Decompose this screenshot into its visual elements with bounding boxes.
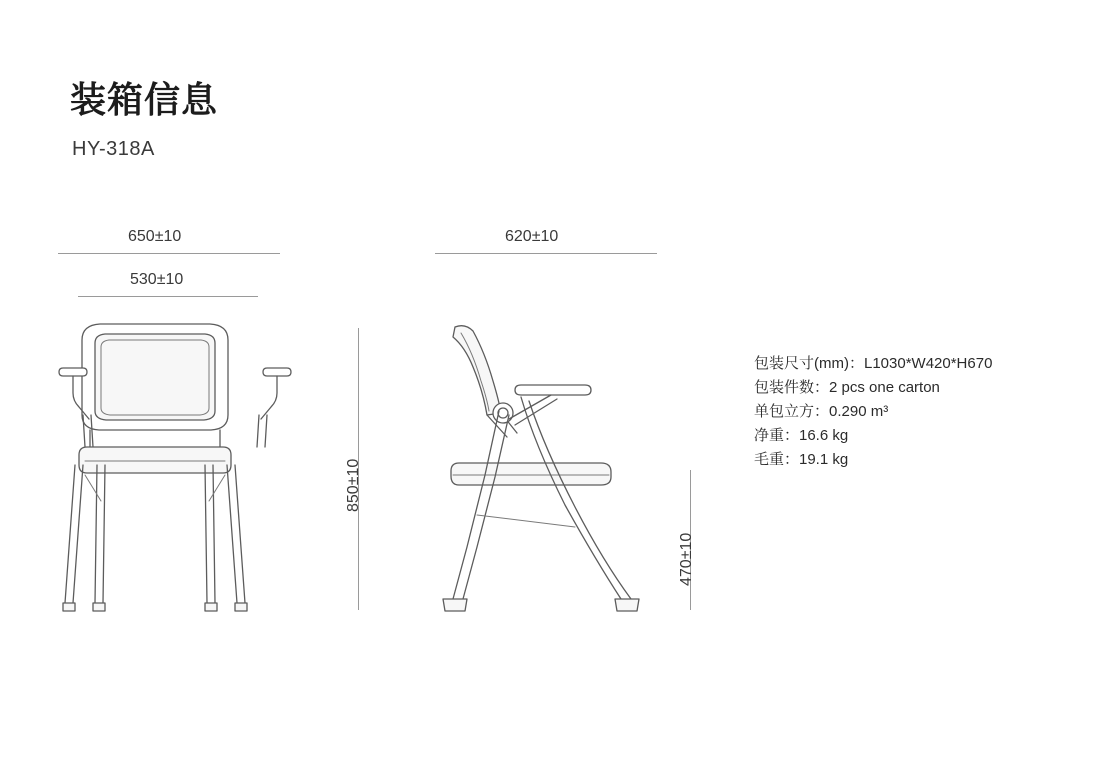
packing-spec-list (754, 352, 992, 472)
page-title: 装箱信息 (70, 79, 219, 120)
spec-net-weight: 净重：16.6 kg (754, 427, 849, 444)
side-depth-line (435, 253, 657, 254)
front-outer-width-label: 650±10 (128, 228, 182, 245)
side-depth-label: 620±10 (505, 228, 559, 245)
front-outer-width-line (58, 253, 280, 254)
chair-side-view-drawing (425, 315, 675, 620)
spec-gross-weight: 毛重：19.1 kg (754, 451, 849, 468)
spec-package-size: 包装尺寸(mm)：L1030*W420*H670 (754, 355, 993, 372)
model-code: HY-318A (72, 138, 155, 160)
front-inner-width-line (78, 296, 258, 297)
chair-front-view-drawing (45, 315, 305, 620)
spec-volume: 单包立方：0.290 m³ (754, 403, 889, 420)
front-height-label: 850±10 (345, 458, 362, 512)
side-seat-height-label: 470±10 (678, 532, 695, 586)
front-inner-width-label: 530±10 (130, 271, 184, 288)
spec-package-qty: 包装件数：2 pcs one carton (754, 379, 940, 396)
